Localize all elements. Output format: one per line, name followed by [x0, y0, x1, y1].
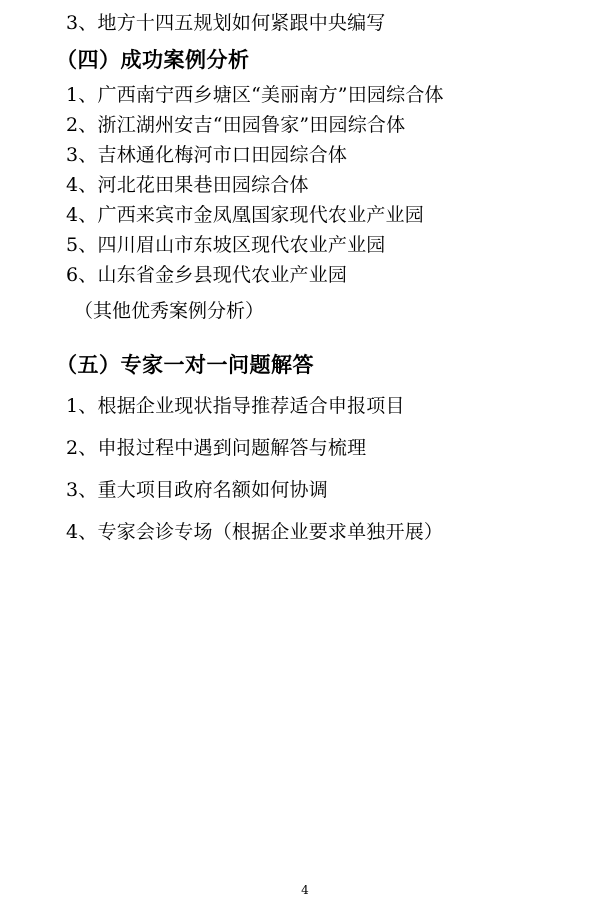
list-item: 4、广西来宾市金凤凰国家现代农业产业园: [66, 204, 424, 226]
list-item: 3、地方十四五规划如何紧跟中央编写: [66, 12, 386, 34]
list-item: 5、四川眉山市东坡区现代农业产业园: [66, 234, 386, 256]
list-item: 2、浙江湖州安吉“田园鲁家”田园综合体: [66, 114, 406, 136]
section-heading: （五）专家一对一问题解答: [56, 352, 314, 377]
page-number: 4: [301, 883, 309, 897]
list-item: 3、重大项目政府名额如何协调: [66, 479, 328, 501]
list-item: 2、申报过程中遇到问题解答与梳理: [66, 437, 367, 459]
document-body: [44, 14, 566, 542]
list-item: 3、吉林通化梅河市口田园综合体: [66, 144, 348, 166]
list-item: 1、广西南宁西乡塘区“美丽南方”田园综合体: [66, 84, 444, 106]
list-item: 4、河北花田果巷田园综合体: [66, 174, 309, 196]
list-item: 6、山东省金乡县现代农业产业园: [66, 264, 348, 286]
parenthetical-note: （其他优秀案例分析）: [74, 300, 265, 322]
section-heading: （四）成功案例分析: [56, 47, 250, 72]
list-item: 1、根据企业现状指导推荐适合申报项目: [66, 395, 405, 417]
list-item: 4、专家会诊专场（根据企业要求单独开展）: [66, 521, 444, 543]
